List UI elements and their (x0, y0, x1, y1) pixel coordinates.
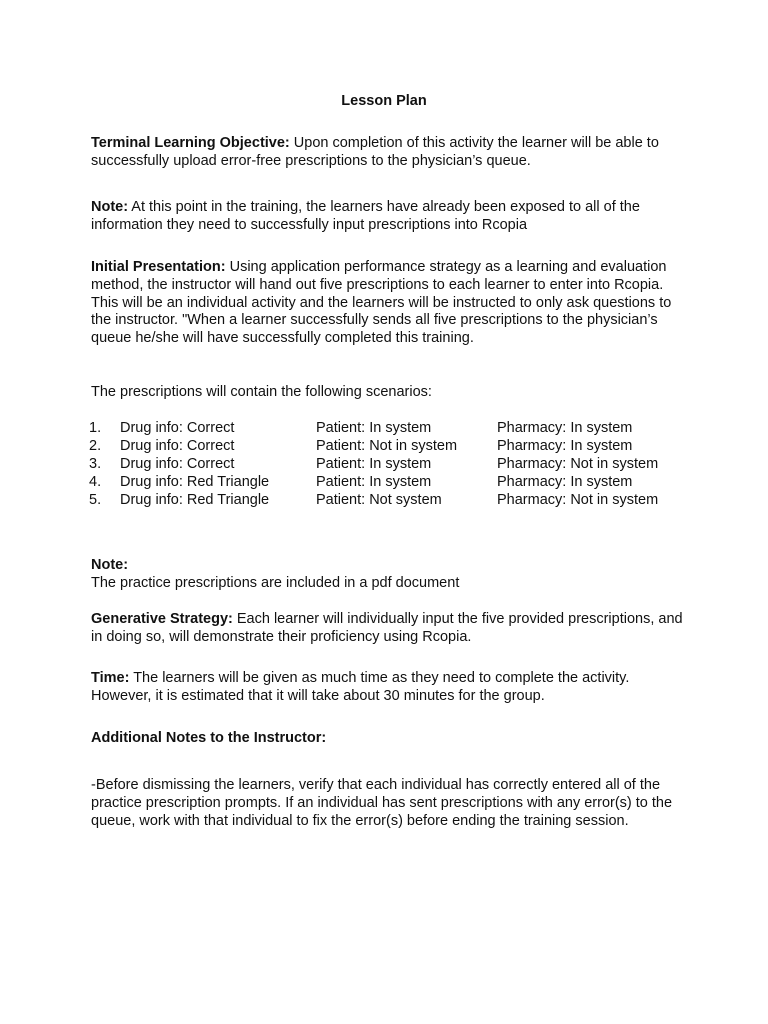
note-1-text: At this point in the training, the learners have already been exposed to all of the information they need to successfully input prescriptions into Rcopia (91, 199, 640, 233)
generative-strategy-paragraph (91, 611, 691, 647)
scenario-drug: Drug info: Correct (120, 456, 235, 472)
scenario-patient: Patient: Not in system (316, 438, 458, 454)
time-label: Time: (91, 670, 130, 686)
time-paragraph (91, 670, 691, 706)
scenario-pharmacy: Pharmacy: In system (497, 474, 633, 490)
initial-presentation-text: Using application performance strategy as a learning and evaluation method, the instructor will hand out five prescriptions to each learner to enter into Rcopia. This will be an individual activity and the learners will be instructed to only ask questions to the instructor. "When a learner successfully sends all five prescriptions to the physician’s queue he/she will have successfully completed this training. (91, 259, 672, 347)
scenario-pharmacy: Pharmacy: In system (497, 420, 633, 436)
scenario-number: 1. (89, 420, 102, 436)
scenario-row (0, 420, 768, 438)
terminal-objective-text: Upon completion of this activity the learner will be able to successfully upload error-free prescriptions to the physician’s queue. (91, 135, 659, 169)
scenario-drug: Drug info: Correct (120, 420, 235, 436)
scenario-pharmacy: Pharmacy: In system (497, 438, 633, 454)
scenario-drug: Drug info: Red Triangle (120, 492, 270, 508)
note-2-label: Note: (91, 557, 129, 573)
scenario-patient: Patient: In system (316, 474, 432, 490)
scenario-pharmacy: Pharmacy: Not in system (497, 492, 659, 508)
scenario-patient: Patient: Not system (316, 492, 442, 508)
note-1-label: Note: (91, 199, 129, 215)
scenario-row (0, 456, 768, 474)
scenario-number: 2. (89, 438, 102, 454)
additional-notes-text: -Before dismissing the learners, verify that each individual has correctly entered all of the practice prescription prompts. If an individual has sent prescriptions with any error(s) to the queue, work with that individual to fix the error(s) before ending the training session. (91, 777, 673, 829)
scenario-pharmacy: Pharmacy: Not in system (497, 456, 659, 472)
additional-notes-heading: Additional Notes to the Instructor: (91, 730, 327, 746)
terminal-objective-label: Terminal Learning Objective: (91, 135, 290, 151)
scenario-patient: Patient: In system (316, 420, 432, 436)
scenario-number: 4. (89, 474, 102, 490)
generative-strategy-label: Generative Strategy: (91, 611, 233, 627)
terminal-objective-paragraph (91, 135, 691, 171)
time-text: The learners will be given as much time as they need to complete the activity. However, it is estimated that it will take about 30 minutes for the group. (91, 670, 630, 704)
scenario-row (0, 474, 768, 492)
initial-presentation-label: Initial Presentation: (91, 259, 226, 275)
scenario-drug: Drug info: Correct (120, 438, 235, 454)
scenario-patient: Patient: In system (316, 456, 432, 472)
page-title: Lesson Plan (341, 93, 427, 109)
initial-presentation-paragraph (91, 259, 691, 348)
scenario-number: 5. (89, 492, 102, 508)
scenario-number: 3. (89, 456, 102, 472)
generative-strategy-text: Each learner will individually input the five provided prescriptions, and in doing so, will demonstrate their proficiency using Rcopia. (91, 611, 683, 645)
scenarios-intro: The prescriptions will contain the following scenarios: (91, 384, 432, 400)
scenario-drug: Drug info: Red Triangle (120, 474, 270, 490)
note-1-paragraph (91, 199, 691, 235)
scenario-row (0, 492, 768, 510)
scenario-row (0, 438, 768, 456)
note-2-text: The practice prescriptions are included in a pdf document (91, 575, 460, 591)
